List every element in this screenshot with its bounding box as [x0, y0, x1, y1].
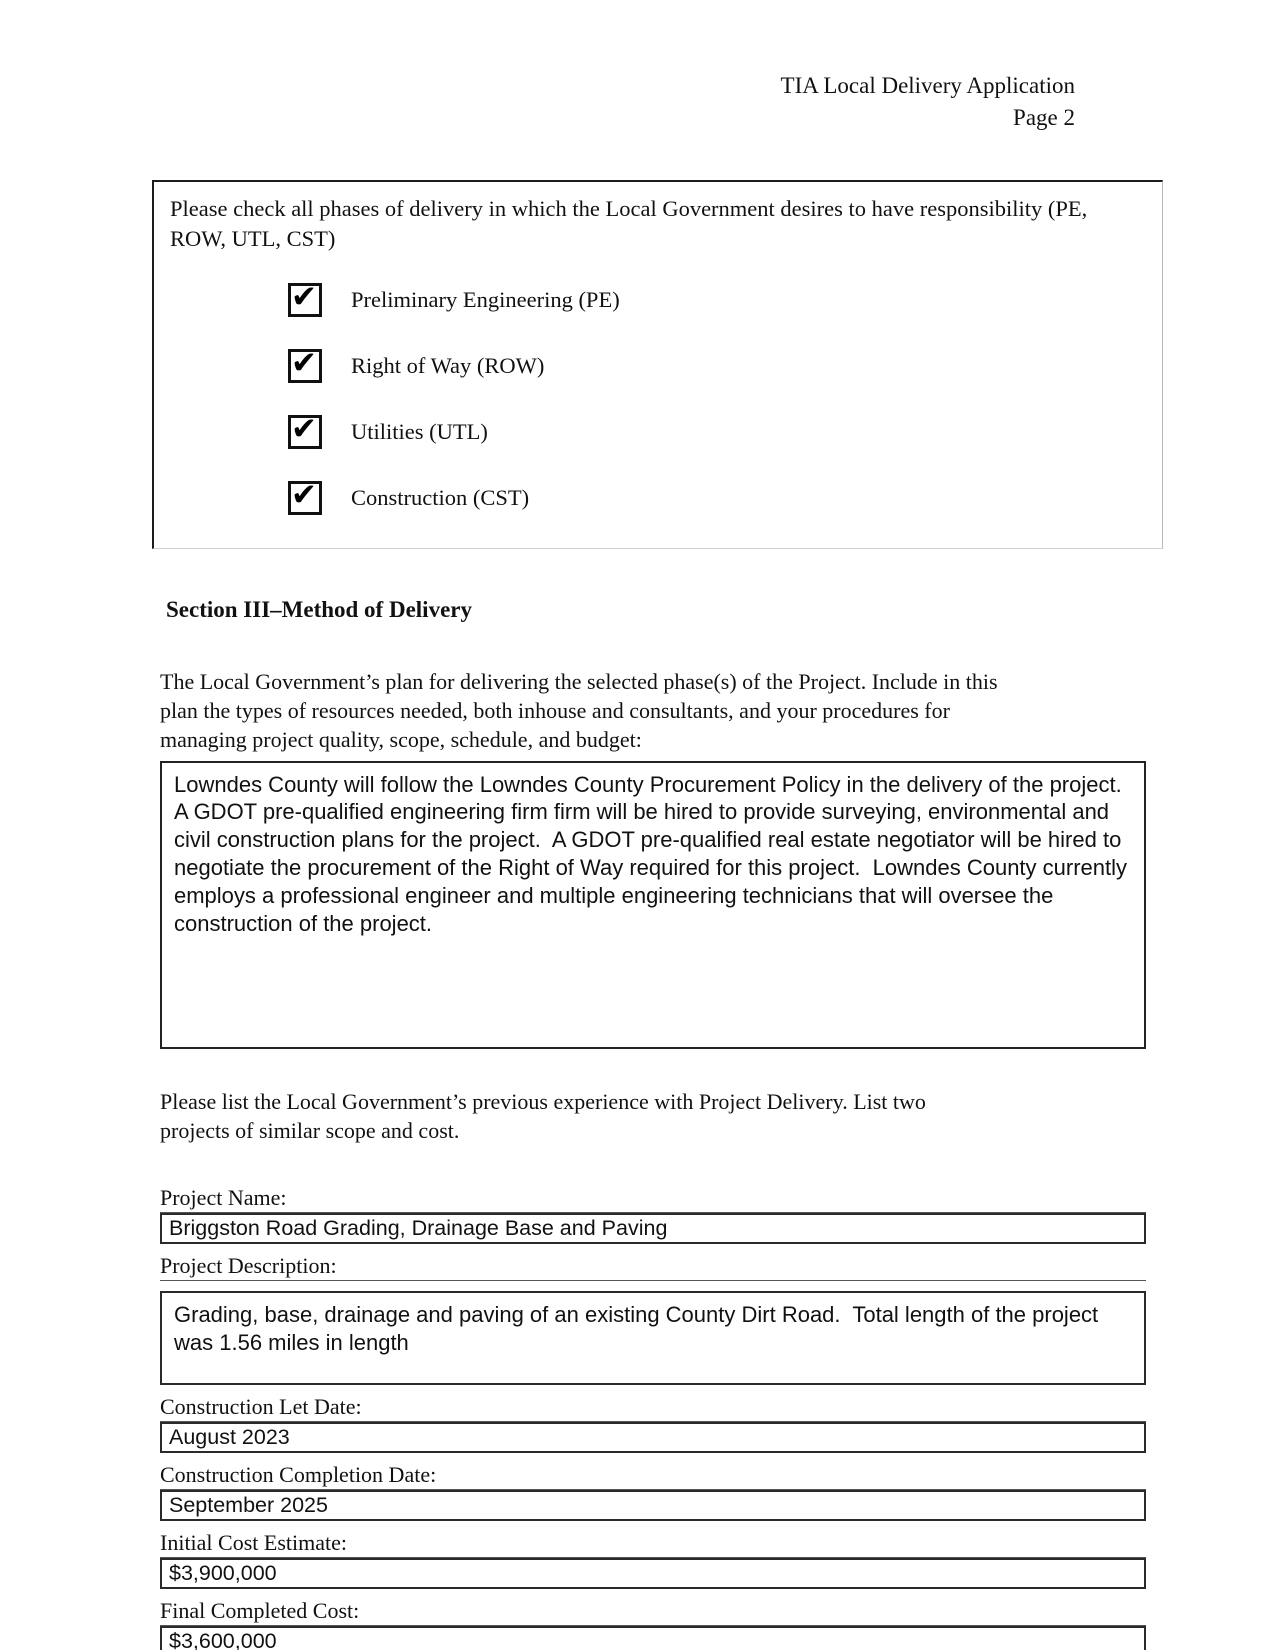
cst-checkbox-label: Construction (CST) — [351, 484, 530, 510]
page-number: Page 2 — [1013, 105, 1075, 131]
row-checkbox[interactable] — [288, 344, 322, 383]
final-completed-cost-label: Final Completed Cost: — [160, 1598, 1146, 1626]
initial-cost-estimate-input[interactable]: $3,900,000 — [160, 1558, 1146, 1589]
project-description-label: Project Description: — [160, 1253, 1146, 1281]
phases-checkbox-section — [152, 180, 1163, 548]
final-completed-cost-input[interactable]: $3,600,000 — [160, 1626, 1146, 1650]
row-checkbox-label: Right of Way (ROW) — [351, 352, 545, 378]
project-name-label: Project Name: — [160, 1185, 1146, 1213]
construction-completion-date-input[interactable]: September 2025 — [160, 1490, 1146, 1521]
check-icon: ✔ — [291, 410, 317, 447]
document-header — [0, 0, 1275, 134]
check-icon: ✔ — [291, 476, 317, 513]
phases-prompt: Please check all phases of delivery in which the Local Government desires to have responsibility (PE, ROW, UTL, CST) — [170, 196, 1088, 252]
plan-response-textarea[interactable]: Lowndes County will follow the Lowndes County Procurement Policy in the delivery of the project. A GDOT pre-qualified engineering firm firm will be hired to provide surveying, environmental and civil construction plans for the project. A GDOT pre-qualified real estate negotiator will be hired to negotiate the procurement of the Right of Way required for this project. Lowndes County currently employs a professional engineer and multiple engineering technicians that will oversee the construction of the project. — [160, 761, 1146, 1049]
plan-prompt: The Local Government’s plan for delivering the selected phase(s) of the Project. Include in this plan the types of resources needed, both inhouse and consultants, and your procedures for managing project quality, scope, schedule, and budget: — [160, 668, 998, 753]
phase-row-pe — [288, 280, 1146, 320]
check-icon: ✔ — [291, 344, 317, 381]
phase-row-cst — [288, 478, 1146, 518]
construction-let-date-input[interactable]: August 2023 — [160, 1422, 1146, 1453]
construction-completion-date-label: Construction Completion Date: — [160, 1462, 1146, 1490]
phase-row-utl — [288, 412, 1146, 452]
document-title: TIA Local Delivery Application — [780, 73, 1075, 98]
check-icon: ✔ — [291, 278, 317, 315]
section3-heading: Section III–Method of Delivery — [166, 596, 472, 622]
utl-checkbox-label: Utilities (UTL) — [351, 418, 488, 444]
project-fields — [160, 1185, 1146, 1650]
project-name-input[interactable]: Briggston Road Grading, Drainage Base and Paving — [160, 1213, 1146, 1244]
construction-let-date-label: Construction Let Date: — [160, 1394, 1146, 1422]
cst-checkbox[interactable] — [288, 476, 322, 515]
phase-row-row — [288, 346, 1146, 386]
experience-prompt: Please list the Local Government’s previous experience with Project Delivery. List two projects of similar scope and cost. — [160, 1088, 926, 1143]
project-description-textarea[interactable]: Grading, base, drainage and paving of an existing County Dirt Road. Total length of the project was 1.56 miles in length — [160, 1291, 1146, 1385]
initial-cost-estimate-label: Initial Cost Estimate: — [160, 1530, 1146, 1558]
utl-checkbox[interactable] — [288, 410, 322, 449]
pe-checkbox-label: Preliminary Engineering (PE) — [351, 286, 620, 312]
pe-checkbox[interactable] — [288, 278, 322, 317]
